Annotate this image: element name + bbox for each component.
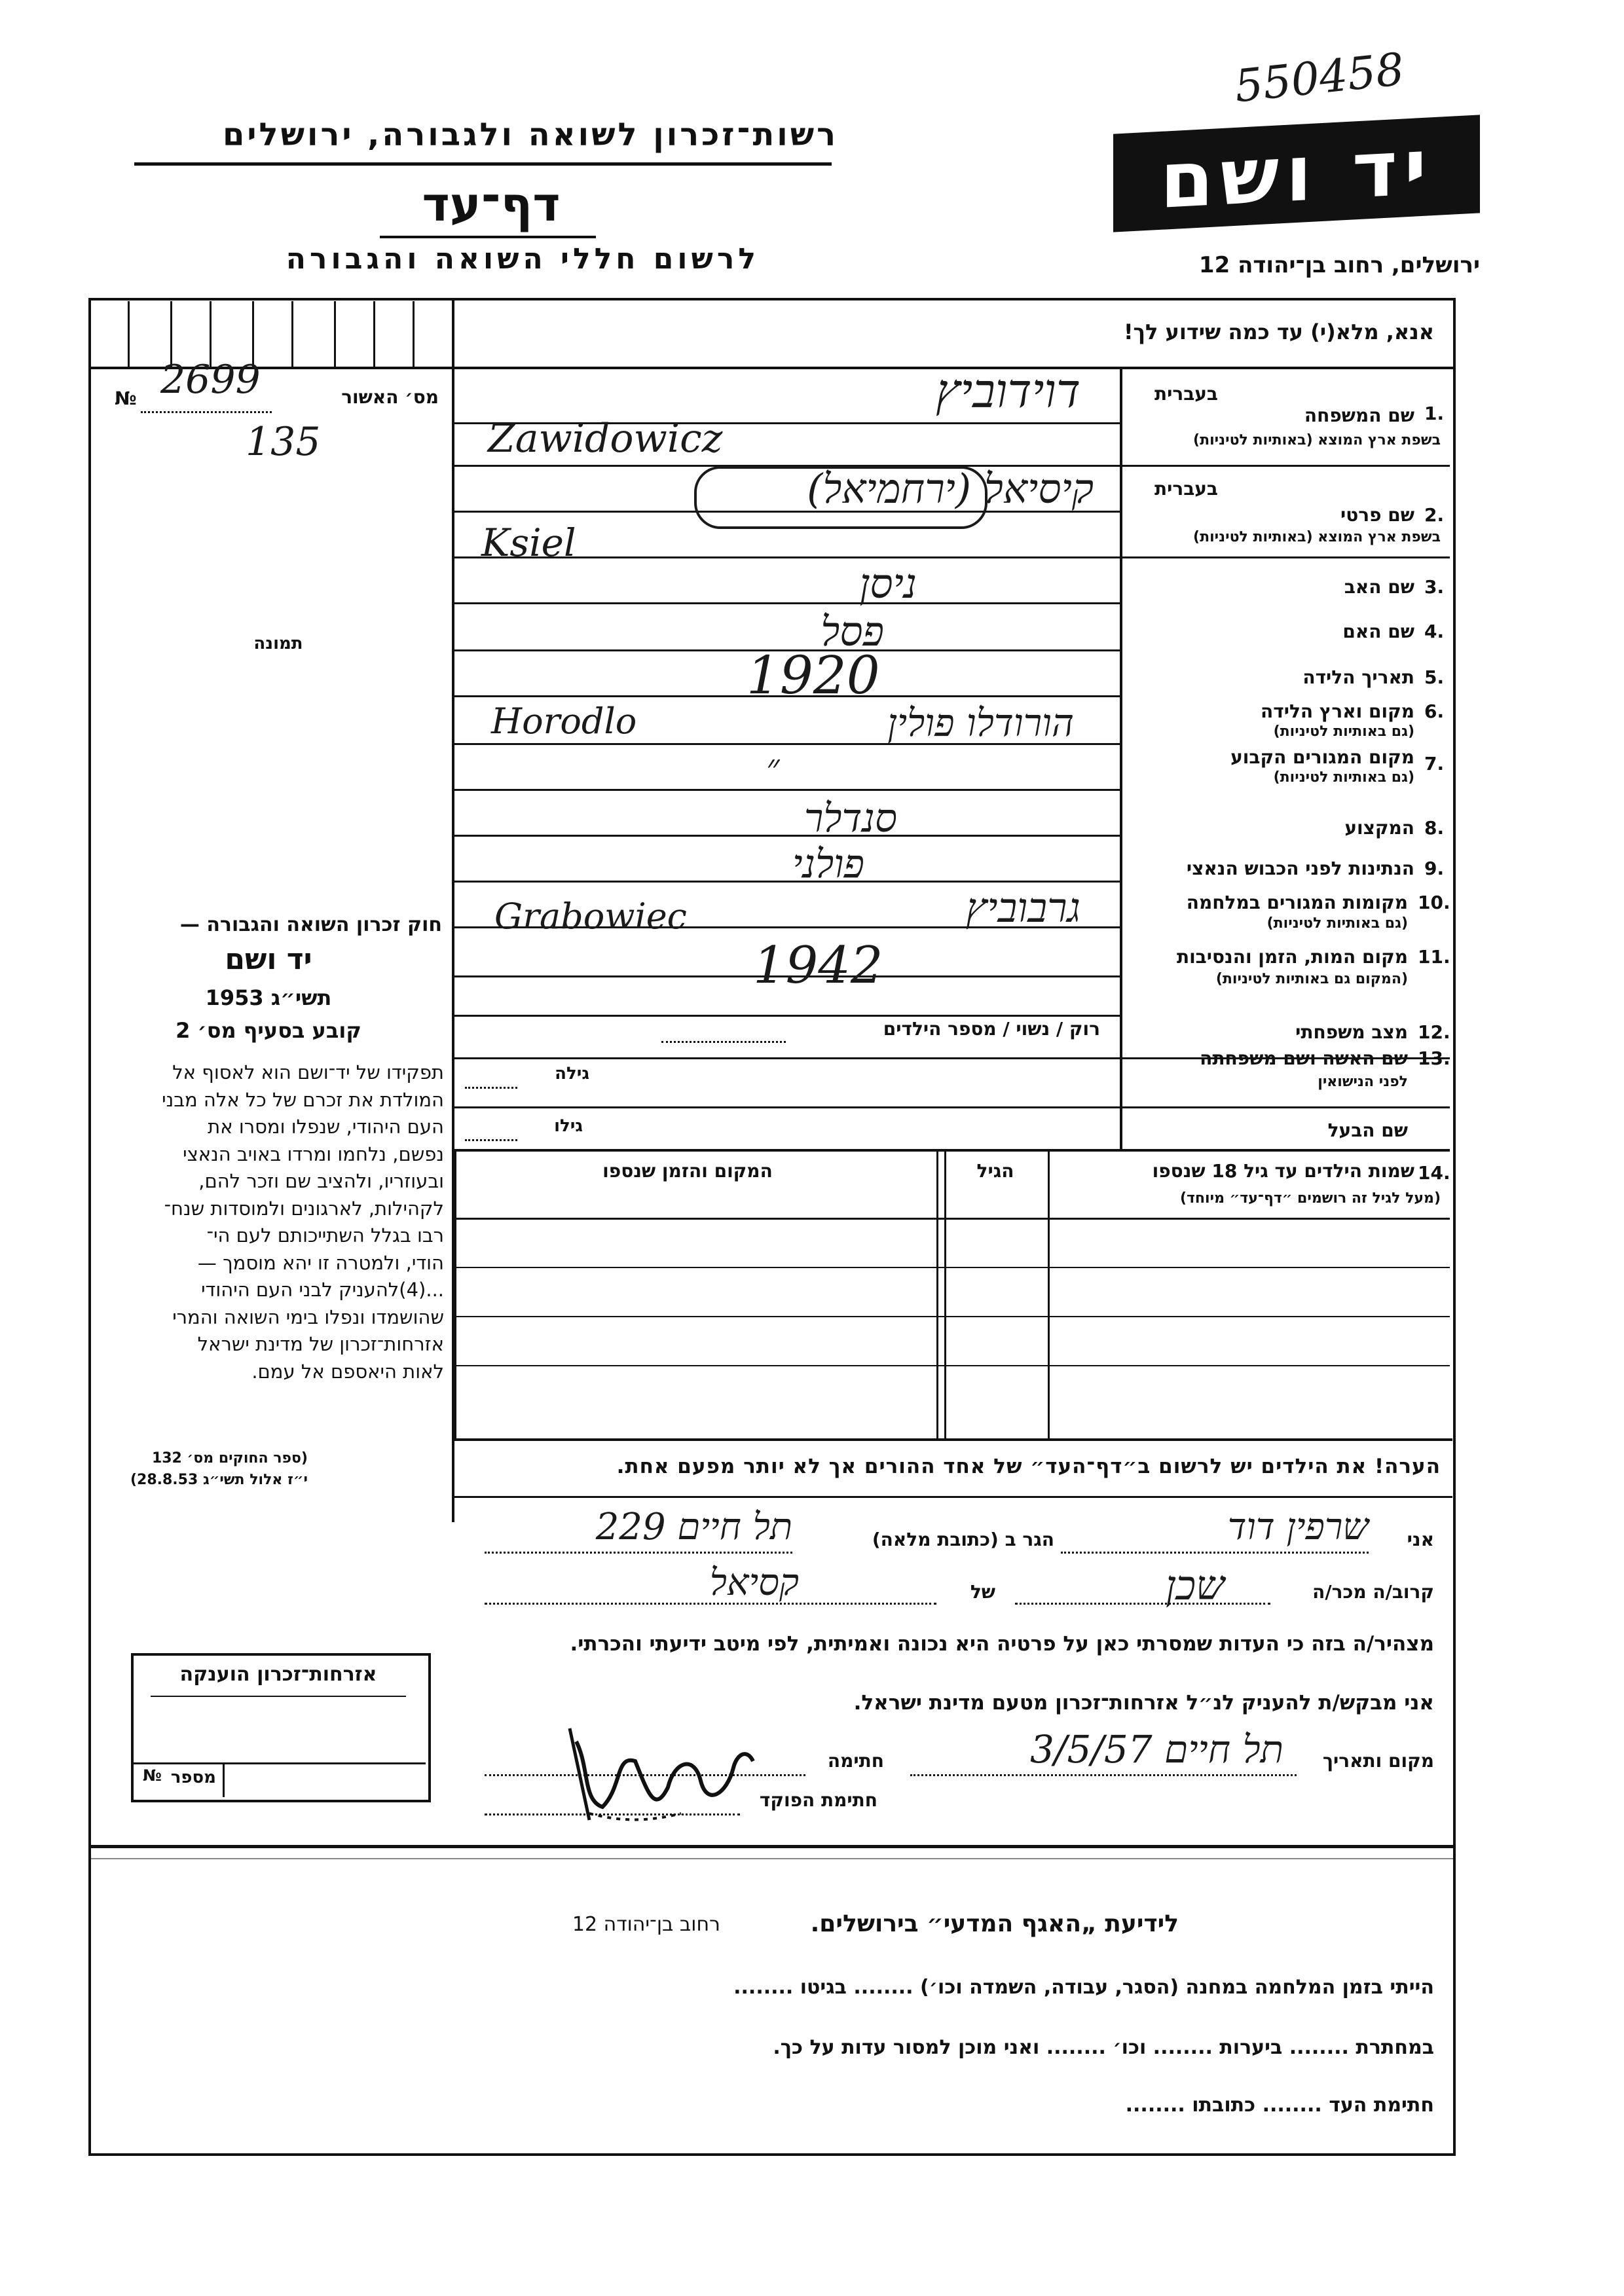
law-line: שהושמדו ונפלו בימי השואה והמרי (172, 1305, 444, 1328)
field-13-label: שם האשה ושם משפחתה (1200, 1048, 1408, 1069)
row-line (454, 789, 1122, 791)
field-11-value: 1942 (753, 936, 883, 995)
citizenship-number-label: מספר (170, 1768, 216, 1787)
field-10-label: מקומות המגורים במלחמה (1186, 892, 1408, 913)
row-line (454, 1015, 1122, 1017)
footer-divider-2 (88, 1858, 1453, 1859)
field-9-label: הנתינות לפני הכבוש הנאצי (1186, 858, 1414, 879)
declaration-lives-label: הגר ב (כתובת מלאה) (872, 1529, 1054, 1550)
field-6-label: מקום וארץ הלידה (1261, 701, 1414, 722)
husband-value: גילו (554, 1116, 583, 1136)
row-line (454, 1149, 1450, 1152)
law-line: ...(4)להעניק לבני העם היהודי (201, 1279, 444, 1301)
yad-vashem-logo (1113, 115, 1480, 232)
field-8-value: סנדלר (803, 795, 897, 841)
row-line (454, 1106, 1450, 1108)
tick (334, 301, 336, 367)
field-3-number: 3. (1424, 576, 1445, 598)
citizenship-title: אזרחות־זכרון הוענקה (179, 1663, 377, 1686)
children-label: שמות הילדים עד גיל 18 שנספו (1152, 1160, 1414, 1182)
field-2-latin-value: Ksiel (481, 520, 576, 565)
field-8-number: 8. (1424, 817, 1445, 839)
field-1-number: 1. (1424, 403, 1445, 424)
footer-line-2: במחתרת ........ ביערות ........ וכו׳ ........ ואני מוכן למסור עדות על כך. (773, 2036, 1434, 2059)
footer-heading: לידיעת „האגף המדעי״ בירושלים. (810, 1910, 1179, 1937)
photo-label: תמונה (253, 634, 303, 653)
field-7-number: 7. (1424, 753, 1445, 774)
law-line: ובעוזריו, ולהציב שם וזכר להם, (198, 1170, 444, 1192)
law-ref-1: (ספר החוקים מס׳ 132 (151, 1450, 308, 1467)
footer-line-3: חתימת העד ........ כתובתו ........ (1125, 2094, 1434, 2117)
field-5-label: תאריך הלידה (1302, 666, 1414, 688)
law-line: העם היהודי, שנפלו ומסרו את (208, 1116, 444, 1138)
cert-dots (141, 411, 272, 413)
field-10-value: גרבוביץ (965, 884, 1080, 932)
children-row-line (454, 1316, 1450, 1317)
authority-underline (134, 162, 832, 166)
cert-value-2: 135 (246, 419, 321, 465)
header-address: ירושלים, רחוב בן־יהודה 12 (1198, 252, 1480, 278)
field-12-value: רוק / נשוי / מספר הילדים (883, 1018, 1100, 1040)
law-line: לקהילות, לארגונים ולמוסדות שנח־ (164, 1197, 444, 1220)
footer-divider (88, 1845, 1453, 1848)
children-place-header: המקום והזמן שנספו (602, 1160, 773, 1182)
note-line (454, 1496, 1452, 1498)
field-4-label: שם האם (1342, 621, 1414, 642)
declaration-place-date-label: מקום ותאריך (1322, 1750, 1434, 1772)
archive-number: 550458 (1232, 43, 1407, 113)
cert-label: מס׳ האשור (341, 386, 439, 408)
declaration-statement: מצהיר/ה בזה כי העדות שמסרתי כאן על פרטיה היא נכונה ואמיתית, לפי מיטב ידיעתי והכרתי. (570, 1632, 1434, 1656)
field-10-number: 10. (1418, 892, 1450, 913)
law-line: הודי, ולמטרה זו יהא מוסמך — (197, 1251, 444, 1274)
field-6-sub: (גם באותיות לטיניות) (1273, 723, 1414, 740)
field-4-number: 4. (1424, 621, 1445, 642)
declaration-relative-value: שכן (1165, 1561, 1225, 1609)
husband-label: שם הבעל (1327, 1120, 1408, 1141)
declaration-official-label: חתימת הפוקד (759, 1789, 877, 1811)
title-underline (380, 236, 596, 238)
field-3-label: שם האב (1344, 576, 1414, 598)
field-6-latin-value: Horodlo (491, 701, 637, 742)
husband-dots (465, 1139, 517, 1141)
children-sub: (מעל לגיל זה רושמים ״דף־עד״ מיוחד) (1179, 1190, 1441, 1207)
field-12-label: מצב משפחתי (1295, 1021, 1408, 1043)
tick (413, 301, 415, 367)
children-divider-age-2 (944, 1149, 946, 1440)
children-row-line (454, 1267, 1450, 1268)
field-10-latin-value: Grabowiec (494, 896, 687, 937)
field-13-value: גילה (555, 1064, 589, 1084)
field-1-sub: בשפת ארץ המוצא (באותיות לטיניות) (1193, 432, 1441, 448)
children-bottom-line (454, 1438, 1452, 1441)
law-line: לאות היאספם אל עמם. (251, 1360, 444, 1383)
field-1-latin-value: Zawidowicz (488, 416, 723, 462)
law-line: רבו בגלל השתייכותם לעם הי־ (206, 1224, 444, 1247)
declaration-official-dots (485, 1813, 740, 1815)
field-7-label: מקום המגורים הקבוע (1230, 746, 1414, 768)
field-6-number: 6. (1424, 701, 1445, 722)
tick (291, 301, 293, 367)
field-1-hebrew-value: דוידוביץ (935, 363, 1080, 418)
field-2-bracket-box (694, 466, 987, 529)
law-clause: קובע בסעיף מס׳ 2 (175, 1018, 361, 1043)
field-11-sub: (המקום גם באותיות לטיניות) (1215, 971, 1408, 987)
children-row-line (454, 1365, 1450, 1366)
cert-value: 2699 (160, 357, 261, 403)
left-column-divider (452, 298, 454, 1149)
law-name: יד ושם (225, 943, 312, 976)
citizenship-divider-v (223, 1762, 225, 1797)
form-subtitle: לרשום חללי השואה והגבורה (286, 242, 760, 276)
field-13-sub: לפני הנישואין (1318, 1074, 1408, 1090)
children-header-line (454, 1218, 1450, 1220)
field-3-value: ניסן (859, 560, 917, 608)
declaration-request: אני מבקש/ת להעניק לנ״ל אזרחות־זכרון מטעם מדינת ישראל. (853, 1691, 1434, 1715)
footer-address: רחוב בן־יהודה 12 (572, 1913, 720, 1936)
field-11-label: מקום המות, הזמן והנסיבות (1176, 946, 1408, 968)
field-2-sub: בשפת ארץ המוצא (באותיות לטיניות) (1193, 529, 1441, 545)
law-year: תשי״ג 1953 (205, 985, 332, 1010)
law-title: חוק זכרון השואה והגבורה — (179, 913, 442, 936)
declaration-lives-dots (485, 1552, 792, 1554)
children-number: 14. (1418, 1162, 1450, 1184)
children-left-edge (454, 1149, 456, 1440)
declaration-i-value: שרפין דוד (1227, 1506, 1369, 1548)
field-10-sub: (גם באותיות לטיניות) (1266, 915, 1408, 932)
authority-line: רשות־זכרון לשואה ולגבורה, ירושלים (222, 117, 838, 153)
citizenship-divider (134, 1762, 426, 1764)
law-line: אזרחות־זכרון של מדינת ישראל (197, 1333, 444, 1355)
declaration-signature-label: חתימה (827, 1750, 884, 1772)
field-11-number: 11. (1418, 946, 1450, 968)
citizenship-no-mark: № (143, 1766, 162, 1785)
field-13-dots (465, 1087, 517, 1089)
field-12-dots (661, 1041, 786, 1043)
tick (373, 301, 375, 367)
field-1-label: שם המשפחה (1304, 405, 1414, 426)
field-1-hebrew-tag: בעברית (1154, 383, 1218, 405)
label-column-divider (1120, 367, 1122, 1149)
field-2-hebrew-value: קיסיאל (ירחמיאל) (807, 465, 1094, 513)
law-line: נפשם, נלחמו ומרדו באויב הנאצי (183, 1142, 444, 1165)
field-5-number: 5. (1424, 666, 1445, 688)
field-8-label: המקצוע (1344, 817, 1414, 839)
field-9-value: פולני (792, 841, 864, 887)
form-title: דף־עד (422, 177, 561, 232)
row-line (454, 556, 1450, 558)
footer-line-1: הייתי בזמן המלחמה במחנה (הסגר, עבודה, השמדה וכו׳) ........ בגיטו ........ (733, 1976, 1434, 1999)
children-divider-age (936, 1149, 938, 1440)
instructions: אנא, מלא(י) עד כמה שידוע לך! (1123, 319, 1434, 344)
law-line: תפקידו של יד־ושם הוא לאסוף אל (172, 1061, 444, 1084)
logo-text: יד ושם (1160, 121, 1433, 226)
citizenship-title-underline (151, 1696, 406, 1697)
children-note: הערה! את הילדים יש לרשום ב״דף־העד״ של אחד ההורים אך לא יותר מפעם אחת. (616, 1455, 1441, 1478)
witness-signature (563, 1715, 760, 1833)
field-7-sub: (גם באותיות לטיניות) (1273, 769, 1414, 786)
field-5-value: 1920 (747, 645, 880, 706)
field-9-number: 9. (1424, 858, 1445, 879)
field-7-value: ״ (766, 746, 780, 788)
field-13-number: 13. (1418, 1048, 1450, 1069)
field-12-number: 12. (1418, 1021, 1450, 1043)
field-4-value: פסל (821, 608, 884, 655)
children-age-header: הגיל (976, 1160, 1014, 1182)
declaration-i-label: אני (1407, 1529, 1434, 1550)
declaration-i-dots (1061, 1552, 1369, 1554)
law-ref-2: י״ז אלול תשי״ג 28.8.53) (130, 1472, 308, 1488)
cert-no-mark: № (115, 388, 137, 409)
field-2-number: 2. (1424, 504, 1445, 526)
declaration-place-date-dots (910, 1774, 1297, 1776)
children-divider-name (1048, 1149, 1050, 1440)
field-2-label: שם פרטי (1340, 504, 1414, 526)
tick (128, 301, 130, 367)
declaration-of-label: של (970, 1581, 995, 1603)
law-line: המולדת את זכרם של כל אלה מבני (162, 1088, 444, 1111)
declaration-place-date-value: תל חיים 3/5/57 (1030, 1727, 1283, 1772)
law-body (97, 1059, 444, 1385)
field-2-hebrew-tag: בעברית (1154, 478, 1218, 500)
declaration-relative-label: קרוב/ה מכר/ה (1312, 1581, 1434, 1603)
declaration-of-value: קסיאל (709, 1561, 799, 1604)
declaration-lives-value: תל חיים 229 (595, 1506, 792, 1548)
field-6-value: הורודלו פולין (887, 701, 1074, 745)
